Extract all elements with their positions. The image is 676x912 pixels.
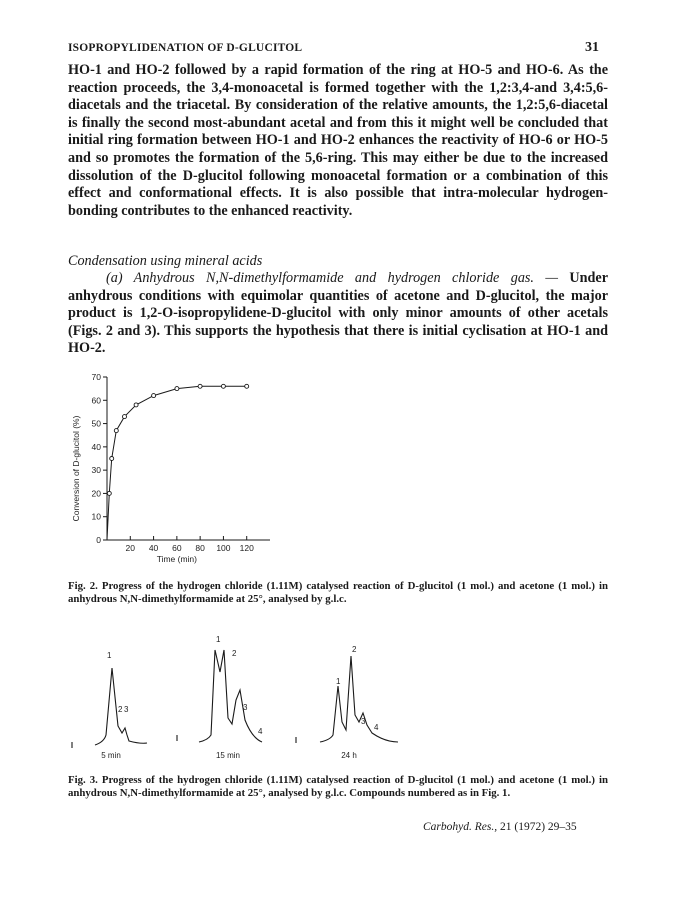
running-title: ISOPROPYLIDENATION OF D-GLUCITOL xyxy=(68,42,303,54)
peak-label: 2 xyxy=(352,645,357,654)
chromatogram-time-label: 24 h xyxy=(341,751,357,760)
x-tick-label: 120 xyxy=(239,543,254,553)
y-tick-label: 60 xyxy=(91,395,101,406)
chromatogram-15min xyxy=(177,650,262,742)
y-tick-label: 20 xyxy=(91,488,101,499)
y-tick-label: 70 xyxy=(91,372,101,382)
journal-citation xyxy=(423,821,577,833)
y-tick-label: 30 xyxy=(91,465,101,476)
peak-label: 3 xyxy=(361,717,366,726)
section-heading: Condensation using mineral acids xyxy=(68,253,263,269)
y-tick-label: 40 xyxy=(91,441,101,452)
peak-label: 2 xyxy=(118,705,123,714)
paragraph-text: Under anhydrous conditions with equimolar quantities of acetone and D-glucitol, the major product is 1,2-O-isopropylidene-D-glucitol with only minor amounts of other acetals (Figs. 2 and 3). This supports the hypothesis that there is initial cyclisation at HO-1 and HO-2. xyxy=(68,270,608,357)
y-tick-label: 10 xyxy=(91,511,101,522)
peak-label: 1 xyxy=(336,677,341,686)
paragraph-label: (a) Anhydrous N,N-dimethylformamide and hydrogen chloride gas. — xyxy=(106,270,558,286)
x-tick-label: 80 xyxy=(195,543,205,553)
chromatogram-24h xyxy=(296,656,398,743)
page-number: 31 xyxy=(585,40,599,55)
peak-label: 3 xyxy=(243,703,248,712)
peak-label: 3 xyxy=(124,705,129,714)
y-tick-label: 0 xyxy=(96,535,101,545)
peak-label: 4 xyxy=(374,723,379,732)
citation-details: 21 (1972) 29–35 xyxy=(497,821,577,833)
y-tick-label: 50 xyxy=(91,418,101,429)
y-axis-title: Conversion of D-glucitol (%) xyxy=(71,415,81,522)
peak-label: 1 xyxy=(216,635,221,644)
x-axis-title: Time (min) xyxy=(156,554,198,564)
x-tick-label: 100 xyxy=(216,543,231,553)
peak-label: 4 xyxy=(258,727,263,736)
body-paragraph-1: HO-1 and HO-2 followed by a rapid formation of the ring at HO-5 and HO-6. As the reaction proceeds, the 3,4-monoacetal is formed together with the 1,2:3,4-and 3,4:5,6-diacetals and the triacetal. By consideration of the relative amounts, the 1,2:5,6-diacetal is finally the second most-abundant acetal and from this it might well be concluded that initial ring formation between HO-1 and HO-2 enhances the reactivity of HO-6 or HO-5 and so promotes the formation of the 5,6-ring. This may either be due to the increased dissolution of the D-glucitol following monoacetal formation or a combination of this effect and conformational effects. It is also possible that intra-molecular hydrogen-bonding contributes to the enhanced reactivity. xyxy=(68,62,608,219)
chromatogram-time-label: 5 min xyxy=(101,751,121,760)
x-tick-label: 40 xyxy=(148,543,159,553)
journal-name: Carbohyd. Res., xyxy=(423,821,498,833)
x-tick-label: 20 xyxy=(125,543,136,553)
figure-3-caption: Fig. 3. Progress of the hydrogen chloride (1.11M) catalysed reaction of D-glucitol (1 mol.) and acetone (1 mol.) in anhydrous N,N-dimethylformamide at 25°, analysed by g.l.c. Compounds numbered as in Fig. 1. xyxy=(68,774,608,800)
chromatogram-time-label: 15 min xyxy=(215,751,241,760)
chromatogram-5min xyxy=(72,668,147,748)
figure-2-caption: Fig. 2. Progress of the hydrogen chloride (1.11M) catalysed reaction of D-glucitol (1 mol.) and acetone (1 mol.) in anhydrous N,N-dimethylformamide at 25°, analysed by g.l.c. xyxy=(68,580,608,606)
peak-label: 1 xyxy=(107,651,112,660)
x-tick-label: 60 xyxy=(172,543,182,553)
peak-label: 2 xyxy=(232,649,237,658)
